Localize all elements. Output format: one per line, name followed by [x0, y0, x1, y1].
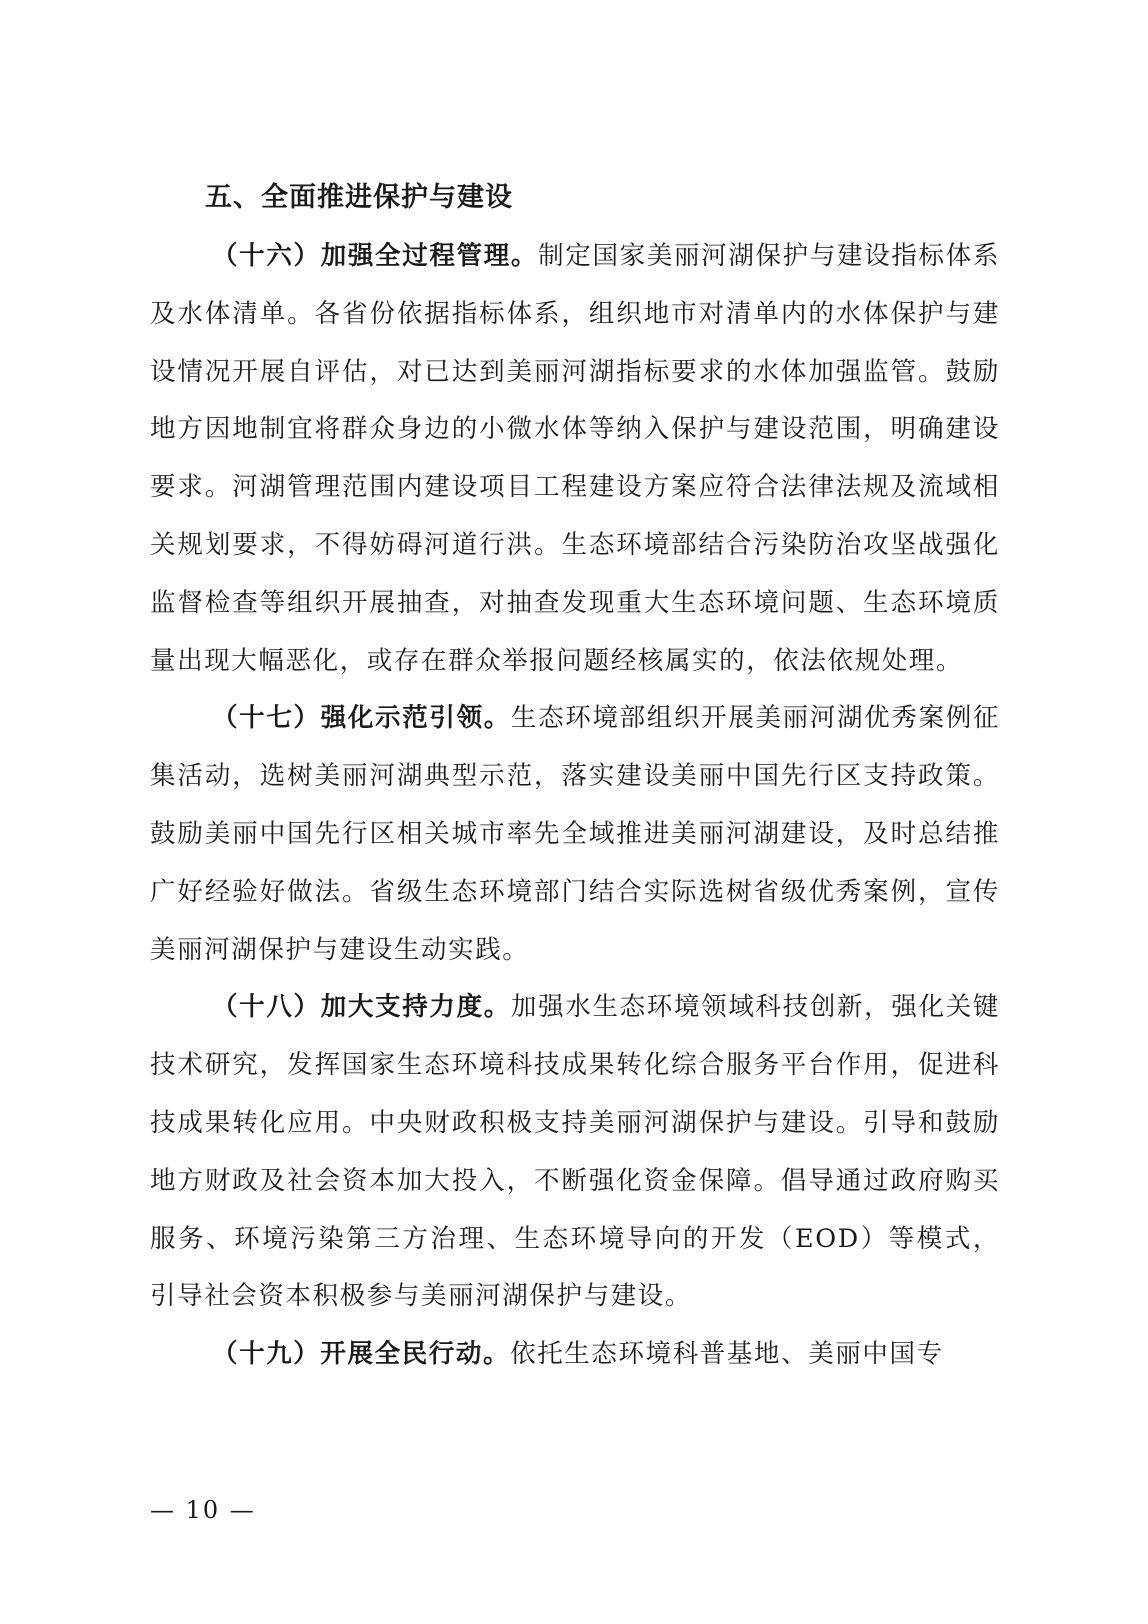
paragraph-lead: （十六）加强全过程管理。 [212, 241, 539, 271]
document-body [150, 170, 1000, 1384]
paragraph-text: 依托生态环境科普基地、美丽中国专 [510, 1339, 944, 1370]
paragraph-lead: （十九）开展全民行动。 [212, 1339, 511, 1370]
paragraph-lead: （十八）加大支持力度。 [212, 992, 511, 1023]
section-title: 五、全面推进保护与建设 [205, 182, 513, 213]
paragraph-19 [150, 1326, 1000, 1384]
paragraph-text: 制定国家美丽河湖保护与建设指标体系及水体清单。各省份依据指标体系，组织地市对清单内的水体保护与建设情况开展自评估，对已达到美丽河湖指标要求的水体加强监管。鼓励地方因地制宜将群众身边的小微水体等纳入保护与建设范围，明确建设要求。河湖管理范围内建设项目工程建设方案应符合法律法规及流域相关规划要求，不得妨碍河道行洪。生态环境部结合污染防治攻坚战强化监督检查等组织开展抽查，对抽查发现重大生态环境问题、生态环境质量出现大幅恶化，或存在群众举报问题经核属实的，依法依规处理。 [150, 241, 1001, 676]
page-number: — 10 — [150, 1496, 256, 1524]
paragraph-16 [150, 228, 1000, 690]
paragraph-17 [150, 690, 1000, 979]
paragraph-18 [150, 979, 1000, 1326]
paragraph-text: 加强水生态环境领域科技创新，强化关键技术研究，发挥国家生态环境科技成果转化综合服务平台作用，促进科技成果转化应用。中央财政积极支持美丽河湖保护与建设。引导和鼓励地方财政及社会资本加大投入，不断强化资金保障。倡导通过政府购买服务、环境污染第三方治理、生态环境导向的开发（EOD）等模式，引导社会资本积极参与美丽河湖保护与建设。 [150, 992, 1000, 1312]
paragraph-lead: （十七）强化示范引领。 [212, 703, 511, 734]
paragraph-text: 生态环境部组织开展美丽河湖优秀案例征集活动，选树美丽河湖典型示范，落实建设美丽中国先行区支持政策。鼓励美丽中国先行区相关城市率先全域推进美丽河湖建设，及时总结推广好经验好做法。省级生态环境部门结合实际选树省级优秀案例，宣传美丽河湖保护与建设生动实践。 [150, 703, 1000, 965]
